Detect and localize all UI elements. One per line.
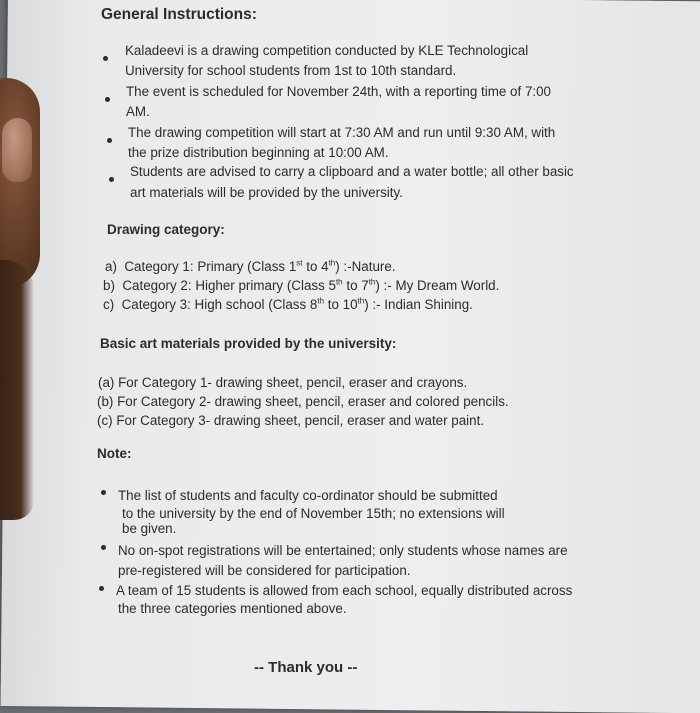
materials-marker: (c) [97,413,113,428]
ordinal-suffix: th [317,296,325,306]
category-text: to 10 [324,297,358,312]
category-marker: c) [103,297,115,312]
note-bullet-1-line-2: to the university by the end of November 15th; no extensions will [122,506,505,521]
bullet-dot [101,545,106,550]
note-heading: Note: [97,446,132,461]
ordinal-suffix: th [368,277,376,287]
thumbnail-photo-element [2,118,32,182]
bullet-dot [101,490,106,495]
bullet-dot [103,56,108,61]
category-text: to 4 [302,259,329,274]
category-text: to 7 [342,278,369,293]
category-item-c [103,295,473,314]
general-bullet-2-line-1: The event is scheduled for November 24th, with a reporting time of 7:00 [126,84,552,99]
category-marker: b) [103,278,115,293]
materials-text: For Category 2- drawing sheet, pencil, eraser and colored pencils. [117,394,509,409]
note-bullet-1-line-1: The list of students and faculty co-ordinator should be submitted [118,488,498,503]
materials-item-a [98,373,467,392]
materials-item-c [97,411,484,430]
hand-shadow [0,260,34,520]
category-text: Category 1: Primary (Class 1 [124,259,297,274]
ordinal-suffix: th [357,296,365,306]
ordinal-suffix: th [335,277,343,287]
note-bullet-3-line-2: the three categories mentioned above. [118,601,347,616]
materials-heading: Basic art materials provided by the university: [100,336,397,351]
materials-marker: (b) [97,394,114,409]
materials-item-b [97,392,509,411]
bullet-dot [109,177,114,182]
general-instructions-heading: General Instructions: [101,6,257,23]
drawing-category-heading: Drawing category: [107,222,225,237]
general-bullet-1-line-2: University for school students from 1st to 10th standard. [125,63,457,78]
materials-text: For Category 3- drawing sheet, pencil, eraser and water paint. [116,413,485,428]
category-item-a [105,257,396,276]
general-bullet-2-line-2: AM. [126,104,150,119]
bullet-dot [99,586,104,591]
bullet-dot [107,138,112,143]
note-bullet-1-line-3: be given. [122,521,177,536]
thumb-photo-element [0,78,40,288]
materials-text: For Category 1- drawing sheet, pencil, eraser and crayons. [118,375,468,390]
closing-text: -- Thank you -- [254,659,358,676]
general-bullet-3-line-2: the prize distribution beginning at 10:00 AM. [128,145,389,160]
category-text: ) :- My Dream World. [375,278,500,293]
general-bullet-4-line-1: Students are advised to carry a clipboard and a water bottle; all other basic [130,164,574,179]
ordinal-suffix: st [296,258,303,268]
category-text: Category 3: High school (Class 8 [121,297,318,312]
category-text: ) :-Nature. [335,259,396,274]
category-text: Category 2: Higher primary (Class 5 [122,278,336,293]
materials-marker: (a) [98,375,115,390]
note-bullet-2-line-1: No on-spot registrations will be entertained; only students whose names are [118,543,568,558]
bullet-dot [105,97,110,102]
general-bullet-3-line-1: The drawing competition will start at 7:30 AM and run until 9:30 AM, with [128,125,556,140]
category-text: ) :- Indian Shining. [364,297,473,312]
category-marker: a) [105,259,117,274]
general-bullet-1-line-1: Kaladeevi is a drawing competition conducted by KLE Technological [125,43,529,58]
ordinal-suffix: th [328,258,336,268]
category-item-b [103,276,499,295]
note-bullet-2-line-2: pre-registered will be considered for participation. [118,563,411,578]
general-bullet-4-line-2: art materials will be provided by the university. [130,185,403,200]
note-bullet-3-line-1: A team of 15 students is allowed from each school, equally distributed across [116,583,573,598]
